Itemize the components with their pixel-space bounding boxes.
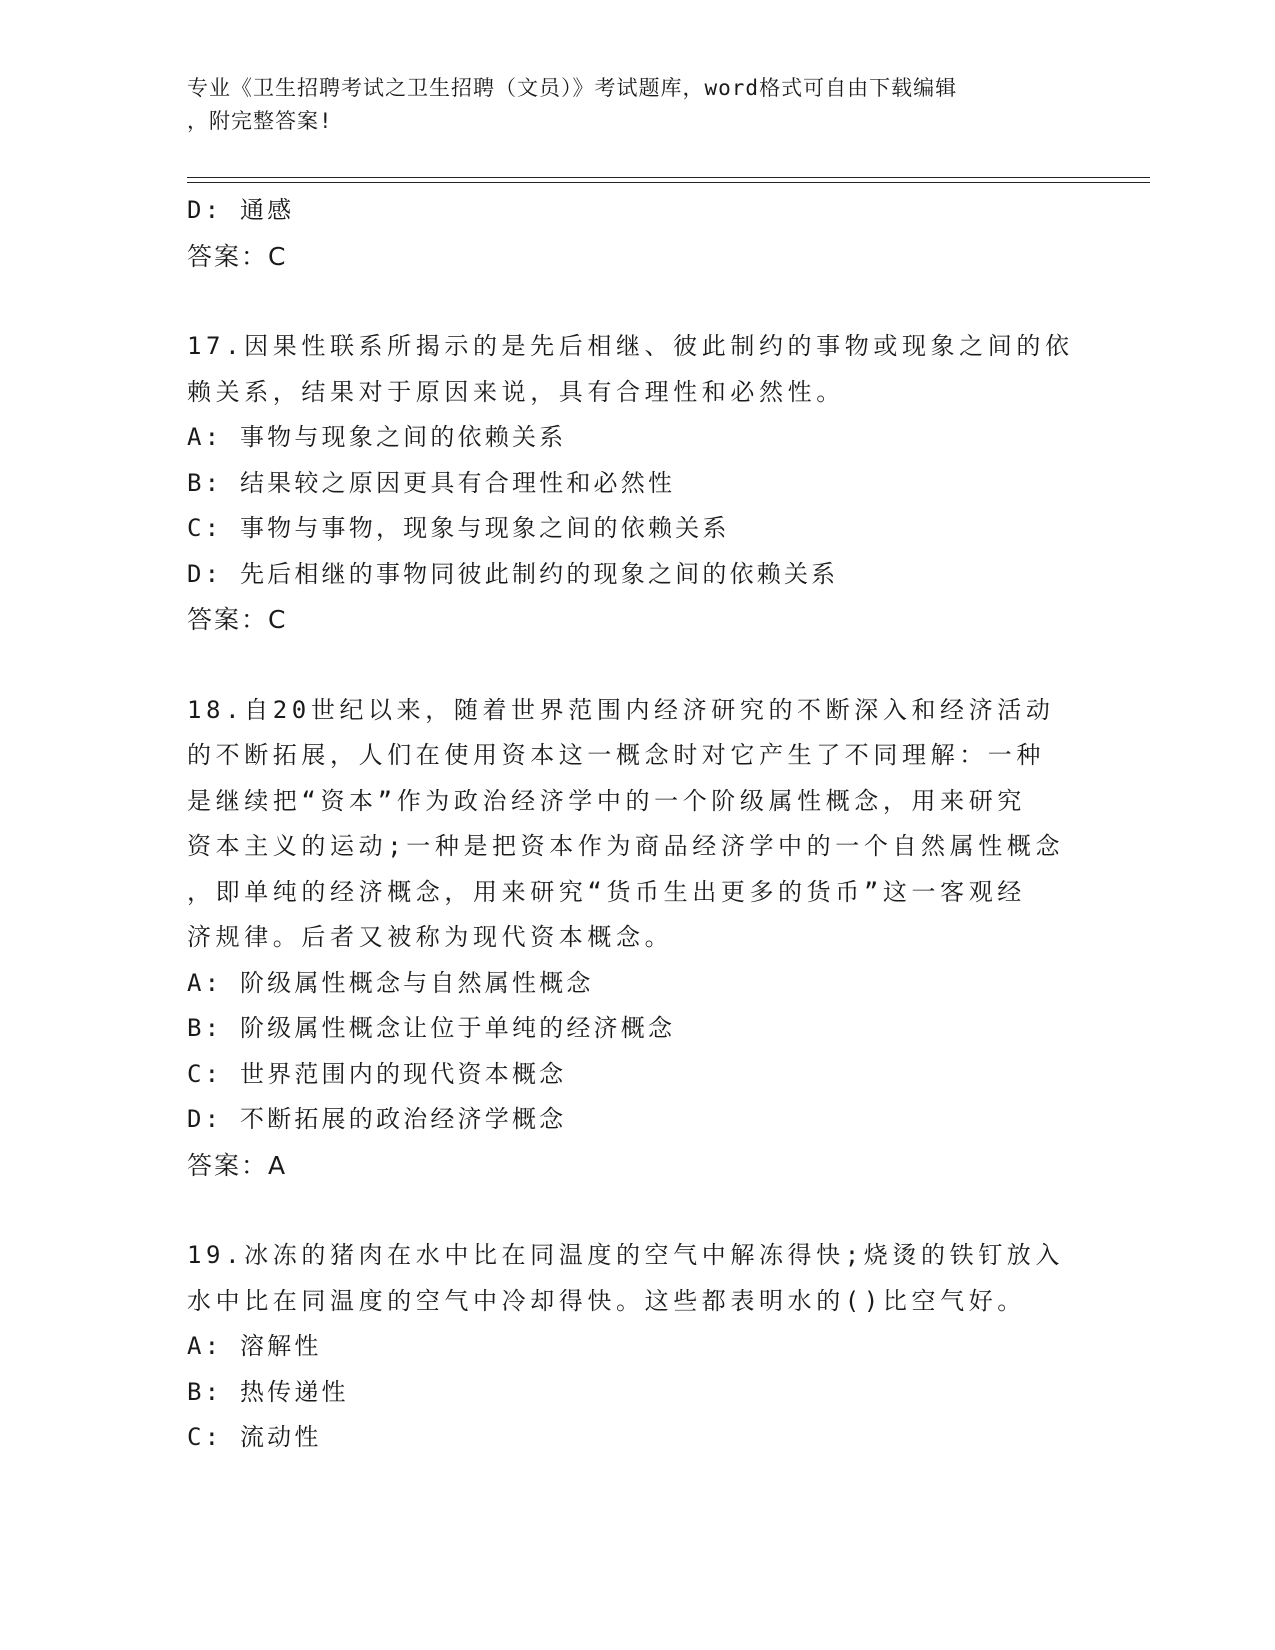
question-19	[187, 1233, 1087, 1461]
header-title-line-1: 专业《卫生招聘考试之卫生招聘（文员）》考试题库，word格式可自由下载编辑	[187, 76, 958, 100]
stem-line: 是继续把“资本”作为政治经济学中的一个阶级属性概念，用来研究	[187, 786, 1026, 815]
document-body	[187, 188, 1087, 1461]
question-18	[187, 688, 1087, 1189]
option-a: A: 事物与现象之间的依赖关系	[187, 423, 567, 451]
stem-line: 济规律。后者又被称为现代资本概念。	[187, 923, 674, 951]
stem-line: 18.自20世纪以来，随着世界范围内经济研究的不断深入和经济活动	[187, 695, 1055, 724]
option-d: D: 先后相继的事物同彼此制约的现象之间的依赖关系	[187, 559, 839, 588]
stem-line: 19.冰冻的猪肉在水中比在同温度的空气中解冻得快;烧烫的铁钉放入	[187, 1241, 1064, 1269]
answer-line: 答案：C	[187, 605, 288, 634]
previous-question-tail	[187, 188, 1087, 279]
question-17	[187, 324, 1087, 643]
question-stem	[187, 1233, 1087, 1324]
stem-line: 的不断拓展，人们在使用资本这一概念时对它产生了不同理解：一种	[187, 741, 1045, 769]
header-divider	[187, 177, 1150, 178]
option-a: A: 溶解性	[187, 1332, 322, 1360]
stem-line: 水中比在同温度的空气中冷却得快。这些都表明水的()比空气好。	[187, 1286, 1026, 1315]
option-d: D: 不断拓展的政治经济学概念	[187, 1105, 567, 1133]
option-b: B: 热传递性	[187, 1377, 349, 1406]
header-divider-double	[187, 182, 1150, 183]
option-c: C: 流动性	[187, 1423, 322, 1451]
page-header	[187, 72, 1087, 138]
header-title-line-2: ，附完整答案!	[187, 109, 333, 133]
stem-line: 17.因果性联系所揭示的是先后相继、彼此制约的事物或现象之间的依	[187, 332, 1074, 360]
option-b: B: 结果较之原因更具有合理性和必然性	[187, 468, 676, 497]
option-c: C: 世界范围内的现代资本概念	[187, 1059, 567, 1088]
stem-line: 资本主义的运动;一种是把资本作为商品经济学中的一个自然属性概念	[187, 832, 1065, 860]
option-a: A: 阶级属性概念与自然属性概念	[187, 968, 594, 997]
option-b: B: 阶级属性概念让位于单纯的经济概念	[187, 1014, 676, 1042]
option-c: C: 事物与事物，现象与现象之间的依赖关系	[187, 514, 730, 542]
option-d: D: 通感	[187, 196, 295, 224]
stem-line: 赖关系，结果对于原因来说，具有合理性和必然性。	[187, 377, 845, 406]
question-stem	[187, 324, 1087, 415]
stem-line: ，即单纯的经济概念，用来研究“货币生出更多的货币”这一客观经	[187, 877, 1026, 906]
answer-line: 答案：C	[187, 241, 288, 271]
question-stem	[187, 688, 1087, 961]
answer-line: 答案：A	[187, 1150, 288, 1180]
